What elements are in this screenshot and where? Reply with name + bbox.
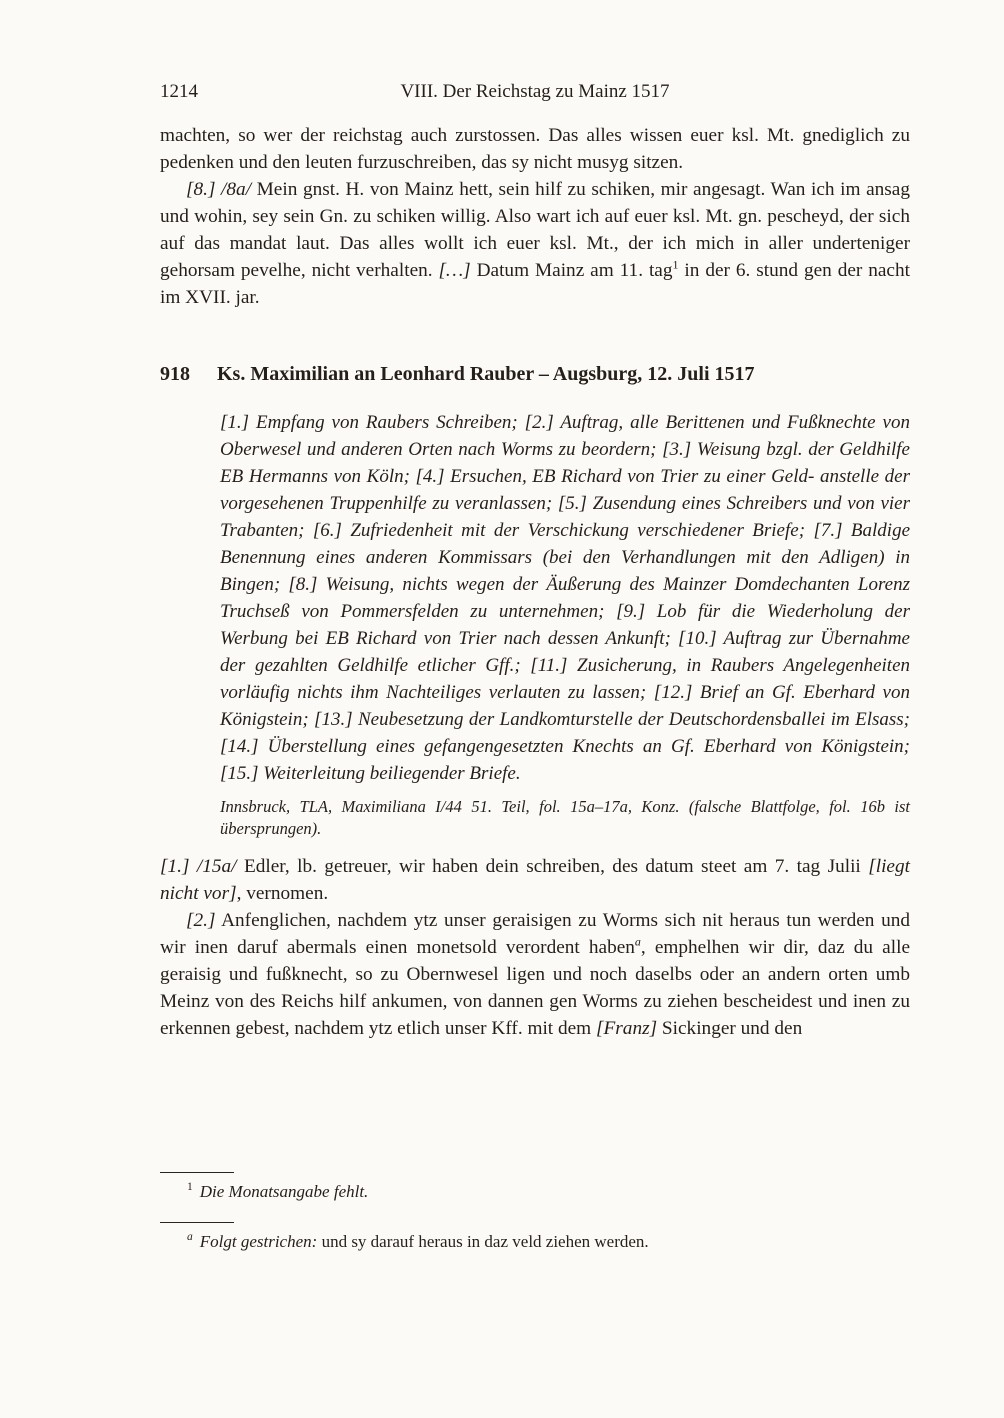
document-heading [160, 361, 910, 388]
section-marker: [1.] /15a/ [160, 856, 237, 877]
footnote-section [160, 1172, 910, 1272]
paragraph-section-2 [160, 907, 910, 1042]
archival-source [220, 796, 910, 840]
footnote-a [160, 1230, 910, 1254]
section-marker: [2.] [186, 910, 216, 931]
page-number: 1214 [160, 81, 198, 102]
paragraph-text: Datum Mainz am 11. tag [476, 260, 673, 281]
paragraph-text: Edler, lb. getreuer, wir haben dein schreiben, des datum steet am 7. tag Julii [243, 856, 869, 877]
footnote-separator [160, 1172, 234, 1173]
source-text: Innsbruck, TLA, Maximiliana I/44 51. Teil, fol. 15a–17a, Konz. (falsche Blattfolge, fol. 16b ist übersprungen). [220, 797, 910, 838]
running-header-title: VIII. Der Reichstag zu Mainz 1517 [400, 81, 670, 102]
footnote-a-text: und sy darauf heraus in daz veld ziehen werden. [317, 1232, 649, 1251]
paragraph-text: machten, so wer der reichstag auch zurstossen. Das alles wissen euer ksl. Mt. gnediglich zu pedenken und den leuten furzuschreiben, das sy nicht musyg sitzen. [160, 125, 910, 173]
paragraph-text: Anfenglichen, nachdem ytz unser geraisigen zu Worms sich nit heraus tun werden und wir inen daruf abermals einen monetsold verordent haben [160, 910, 910, 958]
footnote-a-marker: a [187, 1231, 193, 1244]
paragraph-text: in der 6. stund gen der nacht im XVII. jar. [160, 260, 910, 308]
section-marker: [8.] /8a/ [186, 179, 252, 200]
paragraph-section-8 [160, 176, 910, 311]
paragraph-text: , emphelhen wir dir, daz du alle geraisig und fußknecht, so zu Obernwesel ligen und noch daselbs oder an andern orten umb Meinz von des Reichs hilf ankumen, von dannen gen Worms zu ziehen bescheidest und inen zu erkennen gebest, nachdem ytz etlich unser Kff. mit dem [160, 937, 910, 1039]
footnote-1-text: Die Monatsangabe fehlt. [199, 1182, 369, 1201]
footnote-ref-a: a [634, 934, 641, 949]
paragraph-text: , vernomen. [236, 883, 329, 904]
paragraph-continuation [160, 122, 910, 176]
document-title: Ks. Maximilian an Leonhard Rauber – Augsburg, 12. Juli 1517 [217, 363, 755, 385]
footnote-ref-1: 1 [672, 257, 679, 272]
document-number: 918 [160, 363, 190, 385]
editorial-insert: [liegt nicht vor] [160, 856, 910, 904]
paragraph-text: Mein gnst. H. von Mainz hett, sein hilf zu schiken, mir angesagt. Wan ich im ansag und wohin, sey sein Gn. zu schiken willig. Also wart ich auf euer ksl. Mt. gn. pescheyd, der sich auf das mandat laut. Das alles wollt ich euer ksl. Mt., der ich mich in aller underteniger gehorsam pevelhe, nicht verhalten. [160, 179, 910, 281]
footnote-1 [160, 1180, 910, 1204]
footnote-separator [160, 1222, 234, 1223]
paragraph-text: Sickinger und den [657, 1018, 803, 1039]
summary-text: [1.] Empfang von Raubers Schreiben; [2.] Auftrag, alle Berittenen und Fußknechte von Oberwesel und anderen Orten nach Worms zu beordern; [3.] Weisung bzgl. der Geldhilfe EB Hermanns von Köln; [4.] Ersuchen, EB Richard von Trier zu einer Geld- anstelle der vorgesehenen Truppenhilfe zu veranlassen; [5.] Zusendung eines Schreibers und von vier Trabanten; [6.] Zufriedenheit mit der Verschickung verschiedener Briefe; [7.] Baldige Benennung eines anderen Kommissars (bei den Verhandlungen mit den Adligen) in Bingen; [8.] Weisung, nichts wegen der Äußerung des Mainzer Domdechanten Lorenz Truchseß von Pommersfelden zu unternehmen; [9.] Lob für die Wiederholung der Werbung bei EB Richard von Trier nach dessen Ankunft; [10.] Auftrag zur Übernahme der gezahlten Geldhilfe etlicher Gff.; [11.] Zusicherung, in Raubers Angelegenheiten vorläufig nichts ihm Nachteiliges verlauten zu lassen; [12.] Brief an Gf. Eberhard von Königstein; [13.] Neubesetzung der Landkomturstelle der Deutschordensballei im Elsass; [14.] Überstellung eines gefangengesetzten Knechts an Gf. Eberhard von Königstein; [15.] Weiterleitung beiliegender Briefe. [220, 412, 910, 784]
document-summary [220, 409, 910, 787]
footnote-1-marker: 1 [187, 1181, 193, 1194]
page-body [160, 122, 910, 1042]
footnote-a-label: Folgt gestrichen: [199, 1232, 318, 1251]
running-header [160, 78, 910, 105]
omission-mark: […] [438, 260, 471, 281]
editorial-insert: [Franz] [596, 1018, 658, 1039]
paragraph-section-1 [160, 853, 910, 907]
